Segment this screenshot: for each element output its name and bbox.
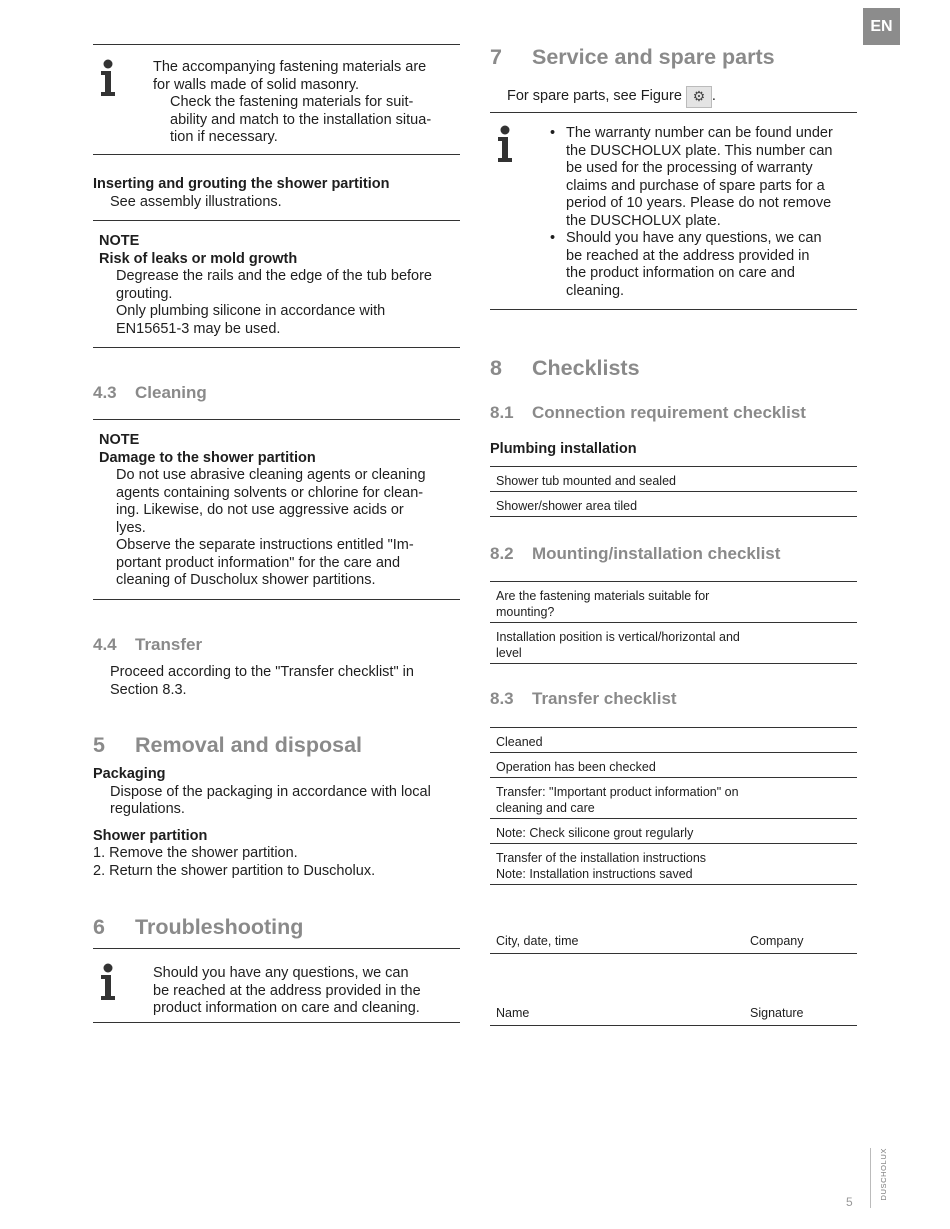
gear-figure-icon: ⚙ <box>686 86 712 108</box>
brand-logo <box>870 1148 887 1208</box>
page-number: 5 <box>846 1195 853 1209</box>
transfer-text-line: Section 8.3. <box>110 681 187 698</box>
table-row <box>490 623 857 664</box>
section-heading-cleaning: 4.3 Cleaning <box>93 383 207 402</box>
mounting-checklist <box>490 581 857 664</box>
checklist-cell: Are the fastening materials suitable for mounting? <box>490 582 857 623</box>
section-heading-removal: 5 Removal and disposal <box>93 733 363 757</box>
note-leaks <box>93 220 460 348</box>
bullet-item: • Should you have any questions, we can be reached at the address provided in the product information on care and cleaning. <box>550 230 858 300</box>
signature-label: Signature <box>750 1005 804 1020</box>
checklist-cell: Installation position is vertical/horizontal and level <box>490 623 857 664</box>
checklist-cell: Operation has been checked <box>490 753 857 778</box>
info-box-warranty <box>490 112 857 310</box>
checklist-cell: Transfer: "Important product information" on cleaning and care <box>490 778 857 819</box>
section-heading-8-3: 8.3 Transfer checklist <box>490 689 677 708</box>
signature-row-name <box>490 1007 857 1026</box>
note-text-line: Observe the separate instructions entitled "Im- <box>116 537 414 553</box>
transfer-checklist <box>490 727 857 885</box>
note-text-line: lyes. <box>116 519 146 536</box>
note-text-line: EN15651-3 may be used. <box>116 320 281 337</box>
table-row <box>490 778 857 819</box>
info-icon <box>99 59 117 99</box>
warranty-bullets <box>550 125 858 300</box>
name-label: Name <box>496 1005 530 1020</box>
note-text-line: grouting. <box>116 285 173 302</box>
checklist-cell: Cleaned <box>490 728 857 753</box>
partition-title: Shower partition <box>93 827 208 844</box>
brand-text: DUSCHOLUX <box>879 1148 888 1201</box>
section-heading-8-1: 8.1 Connection requirement checklist <box>490 403 806 422</box>
note-text-line: agents containing solvents or chlorine for clean- <box>116 484 424 501</box>
section-heading-transfer: 4.4 Transfer <box>93 635 203 654</box>
bullet-item: • The warranty number can be found under the DUSCHOLUX plate. This number can be used for the processing of warranty claims and purchase of spare parts for a period of 10 years. Please do not remove the DUSCHOLUX plate. <box>550 125 858 230</box>
info-text-line: Should you have any questions, we can <box>153 965 409 981</box>
removal-step: 1. Remove the shower partition. <box>93 845 298 861</box>
note-text-line: Only plumbing silicone in accordance with <box>116 303 386 319</box>
info-text-line: for walls made of solid masonry. <box>153 76 360 93</box>
grouting-title: Inserting and grouting the shower partition <box>93 176 390 192</box>
section-heading-service: 7 Service and spare parts <box>490 45 775 69</box>
left-column <box>93 44 460 1016</box>
signature-row-city <box>490 935 857 954</box>
note-label: NOTE <box>99 233 140 249</box>
packaging-title: Packaging <box>93 766 166 782</box>
section-heading-8-2: 8.2 Mounting/installation checklist <box>490 544 781 563</box>
removal-content <box>93 766 460 880</box>
plumbing-checklist <box>490 466 857 517</box>
note-text-line: cleaning of Duscholux shower partitions. <box>116 572 376 588</box>
city-date-label: City, date, time <box>496 933 579 948</box>
info-text-line: tion if necessary. <box>170 129 278 145</box>
table-row <box>490 753 857 778</box>
packaging-text-line: Dispose of the packaging in accordance with local <box>110 783 431 800</box>
info-text-line: ability and match to the installation situa- <box>170 111 432 128</box>
table-row <box>490 492 857 517</box>
note-title: Risk of leaks or mold growth <box>99 250 298 267</box>
section-heading-troubleshooting: 6 Troubleshooting <box>93 915 304 939</box>
transfer-text-line: Proceed according to the "Transfer checklist" in <box>110 664 414 680</box>
note-label: NOTE <box>99 432 140 448</box>
packaging-text-line: regulations. <box>110 801 185 817</box>
right-column <box>490 44 857 1044</box>
info-text-line: Check the fastening materials for suit- <box>170 94 414 110</box>
grouting-text: See assembly illustrations. <box>110 193 282 210</box>
note-text-line: ing. Likewise, do not use aggressive acids or <box>116 502 404 518</box>
info-box-fastening <box>93 44 460 155</box>
note-text-line: Do not use abrasive cleaning agents or cleaning <box>116 467 426 483</box>
note-title: Damage to the shower partition <box>99 449 316 466</box>
table-row <box>490 819 857 844</box>
table-row <box>490 582 857 623</box>
table-row <box>490 844 857 885</box>
info-text-line: product information on care and cleaning. <box>153 1000 420 1016</box>
checklist-cell: Note: Check silicone grout regularly <box>490 819 857 844</box>
info-icon <box>99 963 117 1003</box>
period-text: . <box>711 88 716 105</box>
checklist-cell: Transfer of the installation instructions Note: Installation instructions saved <box>490 844 857 885</box>
grouting-section <box>93 176 460 211</box>
note-cleaning <box>93 419 460 600</box>
section-heading-checklists: 8 Checklists <box>490 356 640 380</box>
note-text-line: Degrease the rails and the edge of the tub before <box>116 268 432 284</box>
plumbing-title: Plumbing installation <box>490 441 637 457</box>
table-row <box>490 728 857 753</box>
info-icon <box>496 125 514 165</box>
info-text-line: be reached at the address provided in the <box>153 982 421 999</box>
spare-parts-line <box>507 86 716 108</box>
spare-parts-text: For spare parts, see Figure <box>507 88 682 105</box>
table-row <box>490 467 857 492</box>
checklist-cell: Shower tub mounted and sealed <box>490 467 857 492</box>
checklist-cell: Shower/shower area tiled <box>490 492 857 517</box>
language-badge: EN <box>863 8 900 45</box>
transfer-text <box>93 664 414 699</box>
info-box-troubleshooting <box>93 948 460 1023</box>
removal-step: 2. Return the shower partition to Duscholux. <box>93 862 376 879</box>
company-label: Company <box>750 933 804 948</box>
note-text-line: portant product information" for the care and <box>116 554 401 571</box>
info-text-line: The accompanying fastening materials are <box>153 59 427 75</box>
